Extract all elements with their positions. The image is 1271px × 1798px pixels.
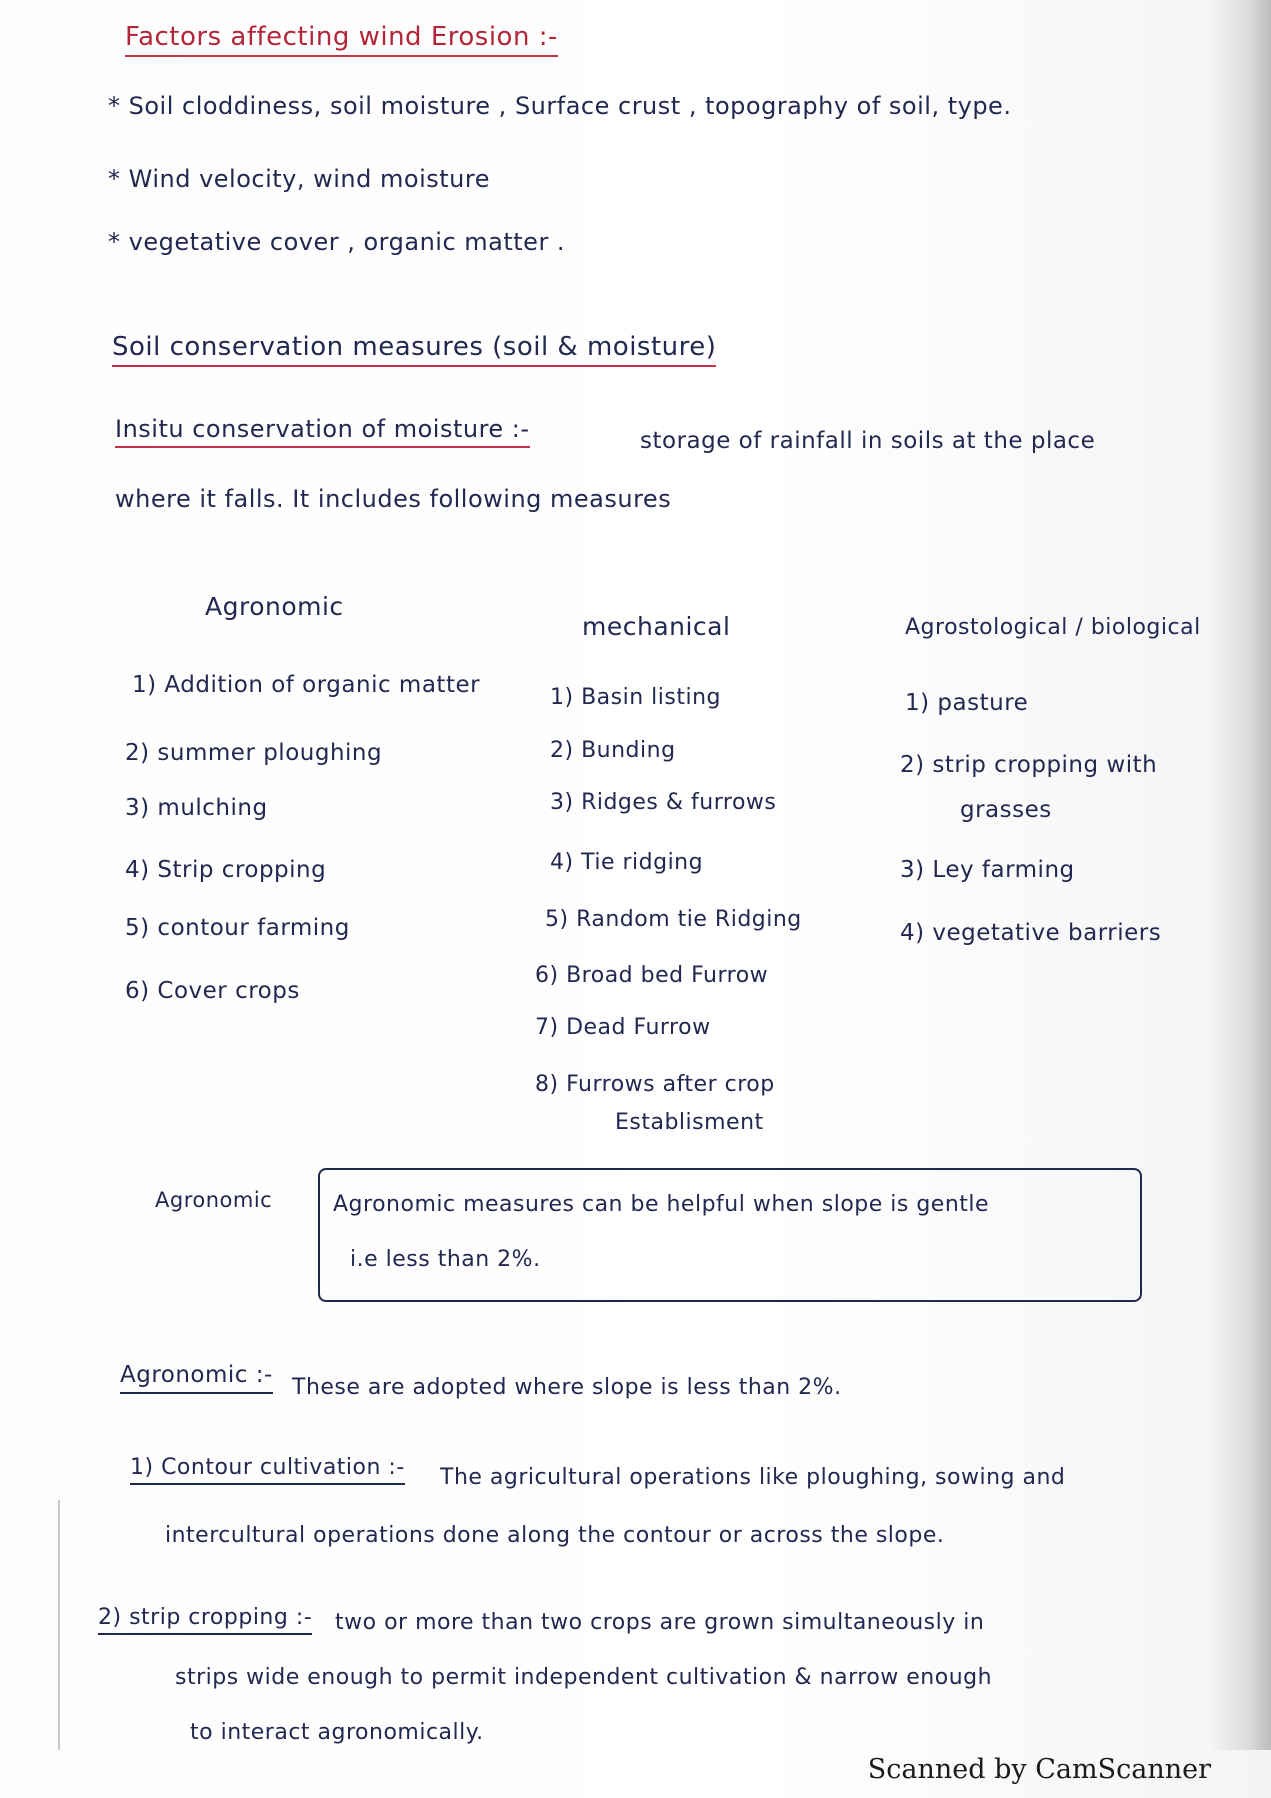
mechanical-item: 1) Basin listing bbox=[550, 685, 721, 710]
mechanical-item: 4) Tie ridging bbox=[550, 850, 704, 875]
wind-erosion-bullet-1: * Soil cloddiness, soil moisture , Surface crust , topography of soil, type. bbox=[108, 92, 1012, 120]
mechanical-item: 2) Bunding bbox=[550, 738, 676, 763]
margin-line bbox=[58, 1500, 60, 1750]
mechanical-item: 6) Broad bed Furrow bbox=[535, 963, 769, 988]
insitu-label: Insitu conservation of moisture :- bbox=[115, 415, 530, 448]
agronomic-item: 4) Strip cropping bbox=[125, 857, 327, 883]
contour-label: 1) Contour cultivation :- bbox=[130, 1455, 405, 1485]
biological-item: 4) vegetative barriers bbox=[900, 920, 1162, 946]
contour-text-2: intercultural operations done along the contour or across the slope. bbox=[165, 1523, 945, 1548]
wind-erosion-heading: Factors affecting wind Erosion :- bbox=[125, 22, 558, 57]
agronomic-column-heading: Agronomic bbox=[205, 592, 344, 621]
wind-erosion-bullet-3: * vegetative cover , organic matter . bbox=[108, 228, 566, 256]
strip-label: 2) strip cropping :- bbox=[98, 1605, 312, 1635]
contour-text: The agricultural operations like ploughing, sowing and bbox=[440, 1465, 1066, 1490]
box-side-label: Agronomic bbox=[155, 1188, 273, 1212]
mechanical-item: 7) Dead Furrow bbox=[535, 1015, 711, 1040]
page-edge-shadow bbox=[1213, 0, 1271, 1750]
wind-erosion-bullet-2: * Wind velocity, wind moisture bbox=[108, 165, 490, 193]
mechanical-item: 3) Ridges & furrows bbox=[550, 790, 777, 815]
agrostological-column-heading: Agrostological / biological bbox=[905, 615, 1201, 640]
biological-item: 3) Ley farming bbox=[900, 857, 1075, 883]
mechanical-item: Establisment bbox=[615, 1110, 764, 1135]
camscanner-watermark: Scanned by CamScanner bbox=[867, 1754, 1211, 1785]
conservation-heading: Soil conservation measures (soil & moisture) bbox=[112, 332, 716, 367]
insitu-text: storage of rainfall in soils at the place bbox=[640, 428, 1096, 454]
note-box bbox=[318, 1168, 1142, 1302]
biological-item: 1) pasture bbox=[905, 690, 1029, 716]
mechanical-item: 5) Random tie Ridging bbox=[545, 907, 802, 932]
agronomic-item: 3) mulching bbox=[125, 795, 268, 821]
mechanical-column-heading: mechanical bbox=[582, 612, 731, 641]
agronomic-item: 1) Addition of organic matter bbox=[132, 672, 481, 698]
agronomic-item: 5) contour farming bbox=[125, 915, 350, 941]
agronomic-text: These are adopted where slope is less than 2%. bbox=[292, 1375, 842, 1400]
mechanical-item: 8) Furrows after crop bbox=[535, 1072, 775, 1097]
insitu-text-2: where it falls. It includes following measures bbox=[115, 485, 672, 513]
note-line-2: i.e less than 2%. bbox=[350, 1247, 541, 1272]
biological-item: grasses bbox=[960, 797, 1052, 823]
strip-text-2: strips wide enough to permit independent cultivation & narrow enough bbox=[175, 1665, 993, 1690]
strip-text: two or more than two crops are grown simultaneously in bbox=[335, 1610, 985, 1635]
agronomic-item: 2) summer ploughing bbox=[125, 740, 383, 766]
note-line-1: Agronomic measures can be helpful when slope is gentle bbox=[333, 1192, 990, 1217]
strip-text-3: to interact agronomically. bbox=[190, 1720, 484, 1745]
agronomic-item: 6) Cover crops bbox=[125, 978, 300, 1004]
agronomic-label: Agronomic :- bbox=[120, 1362, 273, 1394]
biological-item: 2) strip cropping with bbox=[900, 752, 1158, 778]
